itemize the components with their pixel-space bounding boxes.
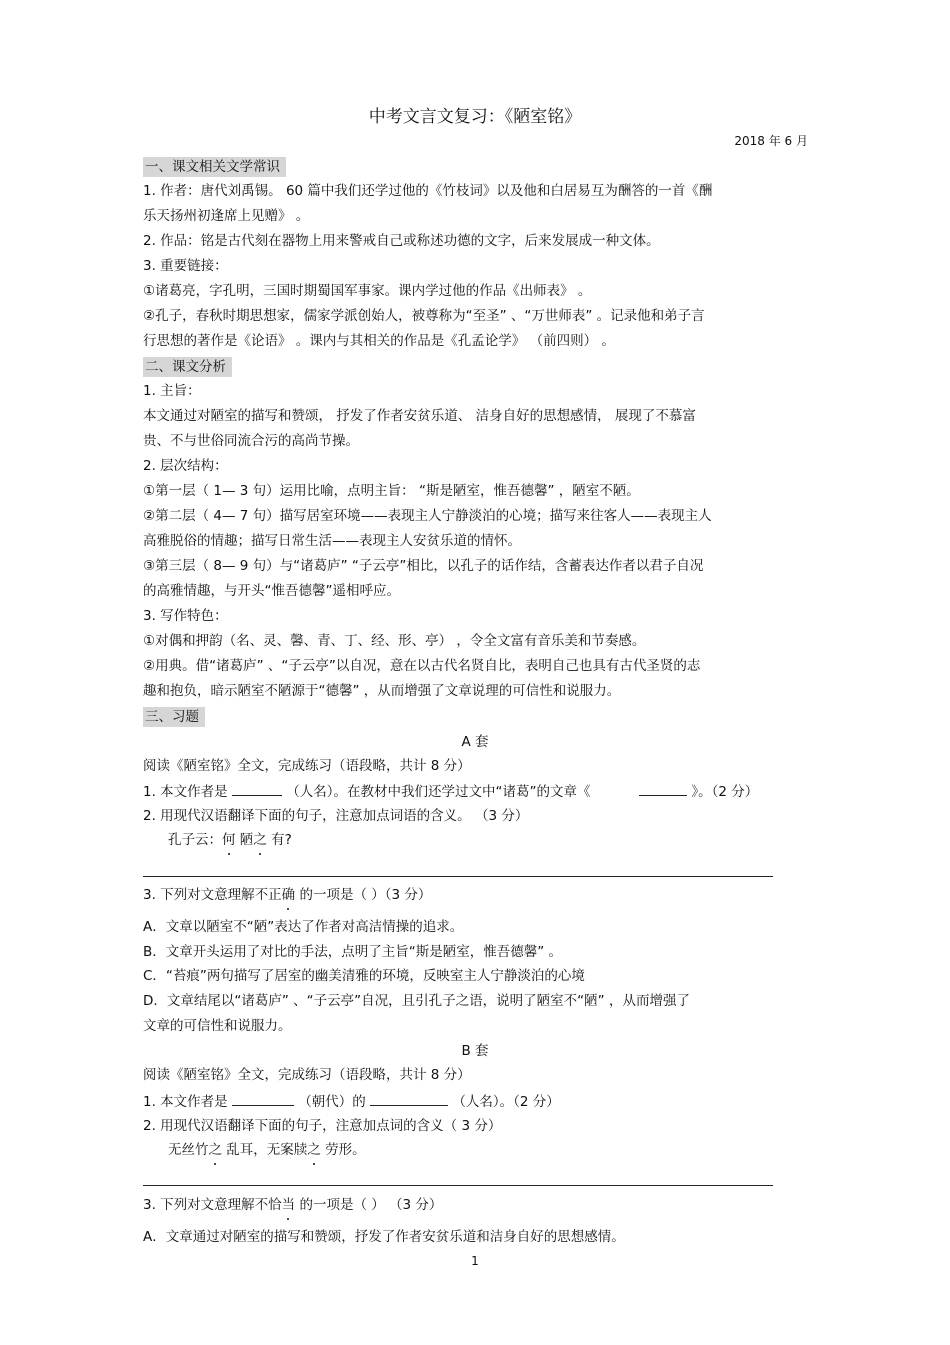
- page-number: 1: [471, 1254, 479, 1268]
- set-a-answer-line[interactable]: [143, 876, 773, 877]
- set-a-q1-blank-2[interactable]: [639, 782, 687, 796]
- set-b-q1-blank-2[interactable]: [370, 1092, 448, 1106]
- section-heading-2: 二、课文分析: [143, 357, 232, 377]
- set-a-option-b: B．文章开头运用了对比的手法，点明了主旨“斯是陋室，惟吾德馨” 。: [143, 944, 563, 960]
- s1-line-5a: ②孔子，春秋时期思想家，儒家学派创始人，被尊称为“至圣” 、“万世师表” 。记录他和弟子言: [143, 308, 705, 324]
- s1-line-5b: 行思想的著作是《论语》 。课内与其相关的作品是《孔孟论学》 （前四则） 。: [143, 333, 615, 349]
- set-a-q1-text-b: （人名）。在教材中我们还学过文中“诸葛”的文章《: [286, 784, 591, 800]
- set-b-question-1: [143, 1092, 560, 1111]
- set-b-q2-post: 劳形。: [320, 1142, 366, 1158]
- set-b-intro: 阅读《陋室铭》全文，完成练习（语段略，共计 8 分）: [143, 1067, 471, 1083]
- set-a-option-d-2: 文章的可信性和说服力。: [143, 1018, 292, 1034]
- s2-line-1: 1. 主旨：: [143, 383, 201, 399]
- set-a-q1-text-a: 1. 本文作者是: [143, 784, 228, 800]
- set-a-q3-text-a: 3. 下列对文意理解不正: [143, 887, 282, 903]
- s2-line-5a: ②第二层（ 4— 7 句）描写居室环境——表现主人宁静淡泊的心境；描写来往客人——表现主人: [143, 508, 712, 524]
- s2-line-3: 2. 层次结构：: [143, 458, 228, 474]
- set-b-q3-dotted: 当: [281, 1197, 296, 1213]
- set-a-label: A 套: [461, 734, 489, 750]
- set-a-q2-sentence: [168, 831, 292, 849]
- set-b-option-a: A．文章通过对陋室的描写和赞颂，抒发了作者安贫乐道和洁身自好的思想感情。: [143, 1229, 625, 1245]
- section-heading-3: 三、习题: [143, 707, 205, 727]
- s2-line-9b: 趣和抱负，暗示陋室不陋源于“德馨” ，从而增强了文章说理的可信性和说服力。: [143, 683, 621, 699]
- set-a-intro: 阅读《陋室铭》全文，完成练习（语段略，共计 8 分）: [143, 758, 471, 774]
- section-heading-1: 一、课文相关文学常识: [143, 157, 286, 177]
- s1-line-3: 3. 重要链接：: [143, 258, 228, 274]
- set-a-question-2: 2. 用现代汉语翻译下面的句子，注意加点词语的含义。 （3 分）: [143, 808, 529, 824]
- set-b-q3-text-b: 的一项是（ ） （3 分）: [295, 1197, 443, 1213]
- s1-line-1a: 1. 作者：唐代刘禹锡。 60 篇中我们还学过他的《竹枝词》以及他和白居易互为酬答的一首《酬: [143, 183, 713, 199]
- set-b-answer-line[interactable]: [143, 1185, 773, 1186]
- s2-line-9a: ②用典。借“诸葛庐” 、“子云亭”以自况，意在以古代名贤自比，表明自己也具有古代圣贤的志: [143, 658, 701, 674]
- page-title: 中考文言文复习：《陋室铭》: [368, 107, 582, 127]
- set-a-question-1: [143, 782, 758, 801]
- set-a-question-3: [143, 886, 431, 904]
- date: 2018 年 6 月: [734, 134, 808, 148]
- set-b-q1-text-c: （人名）。（2 分）: [452, 1094, 560, 1110]
- s2-line-2b: 贵、不与世俗同流合污的高尚节操。: [143, 433, 359, 449]
- set-b-q3-text-a: 3. 下列对文意理解不恰: [143, 1197, 282, 1213]
- set-a-option-a: A．文章以陋室不“陋”表达了作者对高洁情操的追求。: [143, 919, 464, 935]
- set-b-q2-sentence: [168, 1141, 366, 1159]
- s1-line-4: ①诸葛亮，字孔明，三国时期蜀国军事家。课内学过他的作品《出师表》 。: [143, 283, 592, 299]
- s2-line-7: 3. 写作特色：: [143, 608, 228, 624]
- set-a-q2-mid: 陋: [235, 832, 254, 848]
- s1-line-1b: 乐天扬州初逢席上见赠》 。: [143, 208, 310, 224]
- set-b-label: B 套: [461, 1043, 489, 1059]
- s2-line-2a: 本文通过对陋室的描写和赞颂， 抒发了作者安贫乐道、 洁身自好的思想感情， 展现了不慕富: [143, 408, 696, 424]
- set-a-q1-blank-1[interactable]: [232, 782, 282, 796]
- set-b-question-3: [143, 1196, 442, 1214]
- s2-line-4: ①第一层（ 1— 3 句）运用比喻，点明主旨： “斯是陋室，惟吾德馨” ，陋室不陋。: [143, 483, 640, 499]
- s2-line-8: ①对偶和押韵（名、灵、馨、青、丁、经、形、亭） ，令全文富有音乐美和节奏感。: [143, 633, 646, 649]
- s2-line-6b: 的高雅情趣，与开头“惟吾德馨”遥相呼应。: [143, 583, 400, 599]
- s2-line-5b: 高雅脱俗的情趣；描写日常生活——表现主人安贫乐道的情怀。: [143, 533, 521, 549]
- set-a-option-d-1: D．文章结尾以“诸葛庐” 、“子云亭”自况，且引孔子之语，说明了陋室不“陋” ，从而增强了: [143, 993, 690, 1009]
- set-a-option-c: C．“苔痕”两句描写了居室的幽美清雅的环境，反映室主人宁静淡泊的心境: [143, 968, 585, 984]
- set-a-q1-text-c: 》。（2 分）: [691, 784, 759, 800]
- set-a-q2-dotted-2: 之: [253, 832, 267, 848]
- set-a-q3-dotted: 确: [281, 887, 296, 903]
- set-b-q1-text-a: 1. 本文作者是: [143, 1094, 228, 1110]
- set-b-question-2: 2. 用现代汉语翻译下面的句子，注意加点词的含义（ 3 分）: [143, 1118, 502, 1134]
- set-a-q2-post: 有?: [266, 832, 292, 848]
- set-b-q1-blank-1[interactable]: [232, 1092, 294, 1106]
- set-b-q1-text-b: （朝代）的: [298, 1094, 366, 1110]
- set-b-q2-pre: 无丝竹: [168, 1142, 209, 1158]
- set-a-q2-pre: 孔子云：: [168, 832, 222, 848]
- s1-line-2: 2. 作品：铭是古代刻在器物上用来警戒自己或称述功德的文字，后来发展成一种文体。: [143, 233, 660, 249]
- s2-line-6a: ③第三层（ 8— 9 句）与“诸葛庐” “子云亭”相比，以孔子的话作结，含蓄表达作者以君子自况: [143, 558, 704, 574]
- set-b-q2-mid: 乱耳，无案牍: [222, 1142, 308, 1158]
- set-a-q3-text-b: 的一项是（ ）（3 分）: [295, 887, 432, 903]
- set-a-q2-dotted-1: 何: [222, 832, 236, 848]
- set-b-q2-dotted-1: 之: [208, 1142, 222, 1158]
- set-b-q2-dotted-2: 之: [307, 1142, 321, 1158]
